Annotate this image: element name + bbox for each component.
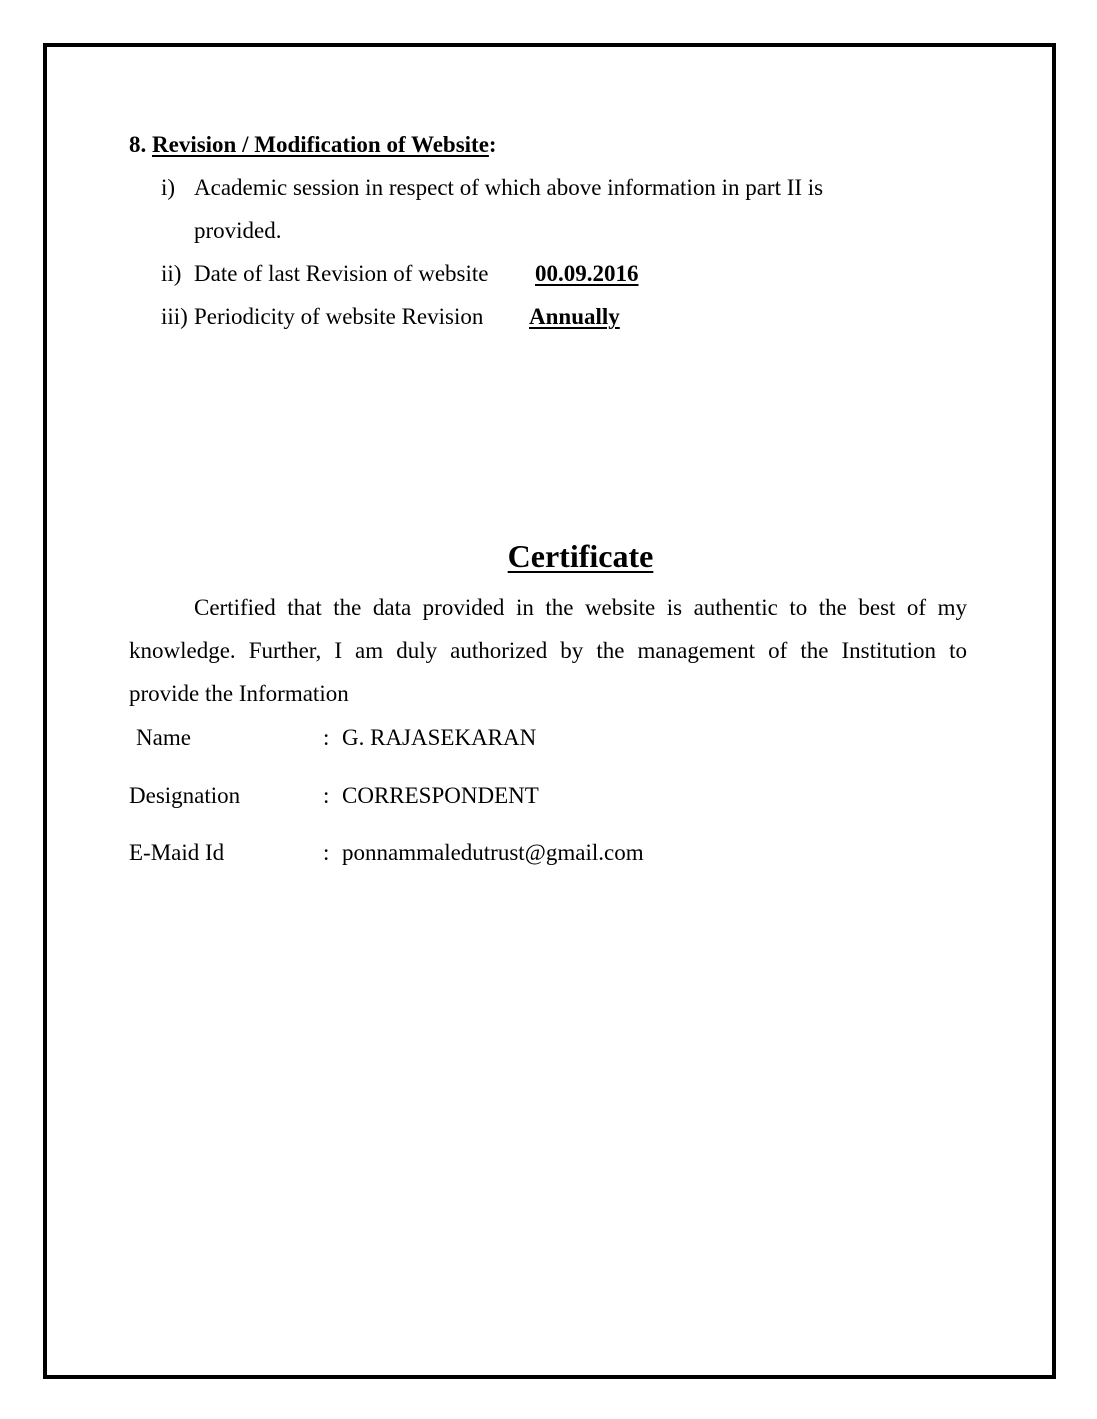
- designation-separator: :: [323, 783, 330, 808]
- email-value: ponnammaledutrust@gmail.com: [342, 840, 644, 865]
- item-text-i-line1: Academic session in respect of which above information in part II is: [194, 175, 824, 200]
- item-marker-ii: ii): [161, 261, 182, 286]
- section-number: 8.: [129, 132, 147, 157]
- certificate-title-text: Certificate: [507, 538, 654, 574]
- section-colon: :: [488, 132, 497, 157]
- item-text-iii: Periodicity of website Revision: [194, 304, 484, 329]
- name-value: G. RAJASEKARAN: [342, 725, 537, 750]
- item-marker-iii: iii): [161, 304, 188, 329]
- item-marker-i: i): [161, 175, 176, 200]
- item-text-ii: Date of last Revision of website: [194, 261, 489, 286]
- certificate-paragraph-line-1: Certified that the data provided in the website is authentic to the best of my: [194, 595, 967, 620]
- certificate-title: [0, 537, 1097, 575]
- revision-periodicity: Annually: [529, 304, 620, 329]
- name-label: Name: [136, 725, 191, 750]
- last-revision-date: 00.09.2016: [535, 261, 639, 286]
- name-separator: :: [323, 725, 330, 750]
- email-label: E-Maid Id: [129, 840, 225, 865]
- certificate-paragraph-line-2: knowledge. Further, I am duly authorized by the management of the Institution to: [129, 638, 967, 663]
- certificate-paragraph-line-3: provide the Information: [129, 681, 349, 706]
- section-title: Revision / Modification of Website: [152, 132, 489, 157]
- item-text-i-line2: provided.: [194, 218, 282, 243]
- section-heading: [129, 131, 497, 159]
- email-separator: :: [323, 840, 330, 865]
- designation-label: Designation: [129, 783, 241, 808]
- designation-value: CORRESPONDENT: [342, 783, 539, 808]
